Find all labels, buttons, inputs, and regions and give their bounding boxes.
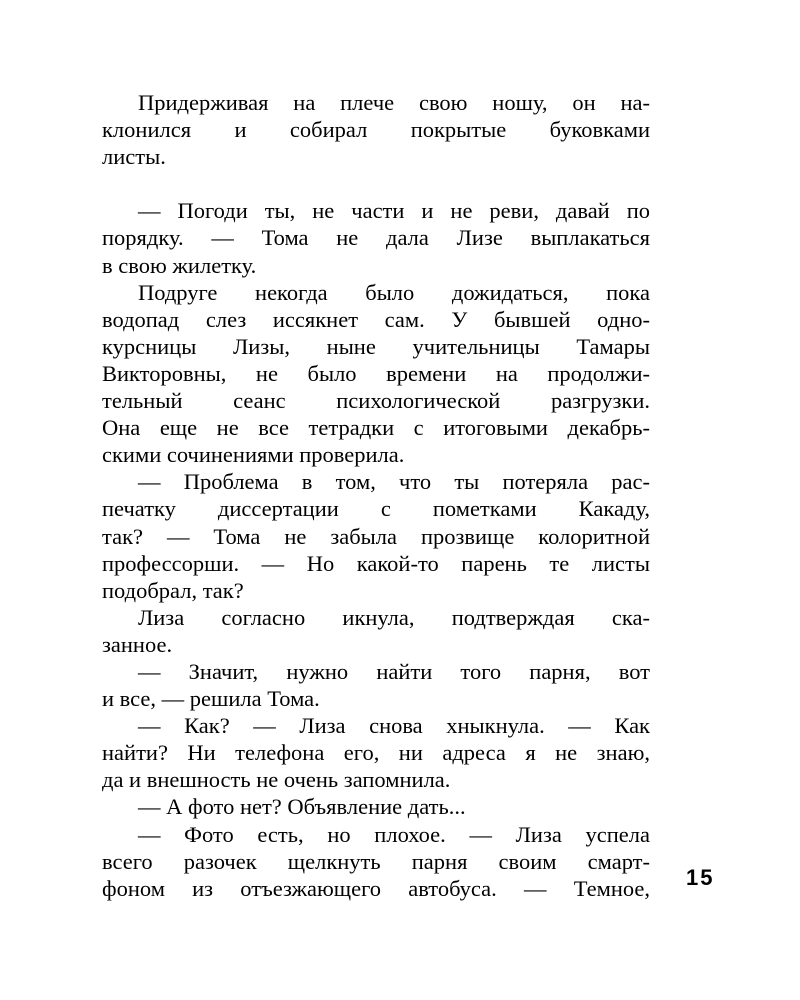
paragraph bbox=[102, 279, 650, 469]
text-line: — Значит, нужно найти того парня, вот bbox=[138, 658, 650, 684]
page-number: 15 bbox=[686, 865, 715, 890]
text-line: — Фото есть, но плохое. — Лиза успела bbox=[138, 821, 650, 847]
paragraph bbox=[102, 468, 650, 603]
text-line: Лиза согласно икнула, подтверждая ска- bbox=[138, 604, 650, 630]
text-line: — Погоди ты, не части и не реви, давай по bbox=[138, 198, 650, 224]
text-line: курсницы Лизы, ныне учительницы Тамары bbox=[102, 333, 650, 359]
paragraph bbox=[102, 197, 650, 278]
text-line: и все, — решила Тома. bbox=[102, 686, 320, 712]
text-line: да и внешность не очень запомнила. bbox=[102, 767, 451, 793]
text-line: порядку. — Тома не дала Лизе выплакаться bbox=[102, 225, 650, 251]
text-line: Придерживая на плече свою ношу, он на- bbox=[138, 90, 650, 115]
text-line: тельный сеанс психологической разгрузки. bbox=[102, 388, 650, 414]
text-line: найти? Ни телефона его, ни адреса я не знаю, bbox=[102, 740, 650, 766]
text-line: листы. bbox=[102, 144, 166, 170]
text-line: Подруге некогда было дожидаться, пока bbox=[138, 279, 650, 305]
paragraph bbox=[102, 793, 650, 820]
text-line: водопад слез иссякнет сам. У бывшей одно- bbox=[102, 306, 650, 332]
paragraph bbox=[102, 821, 650, 902]
text-line: всего разочек щелкнуть парня своим смарт- bbox=[102, 848, 650, 874]
text-line: — Как? — Лиза снова хныкнула. — Как bbox=[138, 713, 650, 739]
text-line: занное. bbox=[102, 631, 173, 657]
text-line: — Проблема в том, что ты потеряла рас- bbox=[138, 469, 650, 495]
paragraph bbox=[102, 712, 650, 793]
text-line: в свою жилетку. bbox=[102, 252, 257, 278]
text-line: — А фото нет? Объявление дать... bbox=[138, 794, 466, 820]
text-line: фоном из отъезжающего автобуса. — Темное, bbox=[102, 875, 650, 901]
text-line: так? — Тома не забыла прозвище колоритной bbox=[102, 523, 650, 549]
paragraph bbox=[102, 604, 650, 658]
text-line: Викторовны, не было времени на продолжи- bbox=[102, 360, 650, 386]
text-line: клонился и собирал покрытые буковками bbox=[102, 117, 650, 143]
paragraph bbox=[102, 658, 650, 712]
text-line: печатку диссертации с пометками Какаду, bbox=[102, 496, 650, 522]
page-text bbox=[102, 89, 650, 902]
paragraph bbox=[102, 89, 650, 170]
text-line: скими сочинениями проверила. bbox=[102, 442, 405, 468]
text-line: подобрал, так? bbox=[102, 577, 244, 603]
text-line: Она еще не все тетрадки с итоговыми декабрь- bbox=[102, 415, 650, 441]
scene-break bbox=[102, 170, 650, 197]
text-line: профессорши. — Но какой-то парень те листы bbox=[102, 550, 650, 576]
